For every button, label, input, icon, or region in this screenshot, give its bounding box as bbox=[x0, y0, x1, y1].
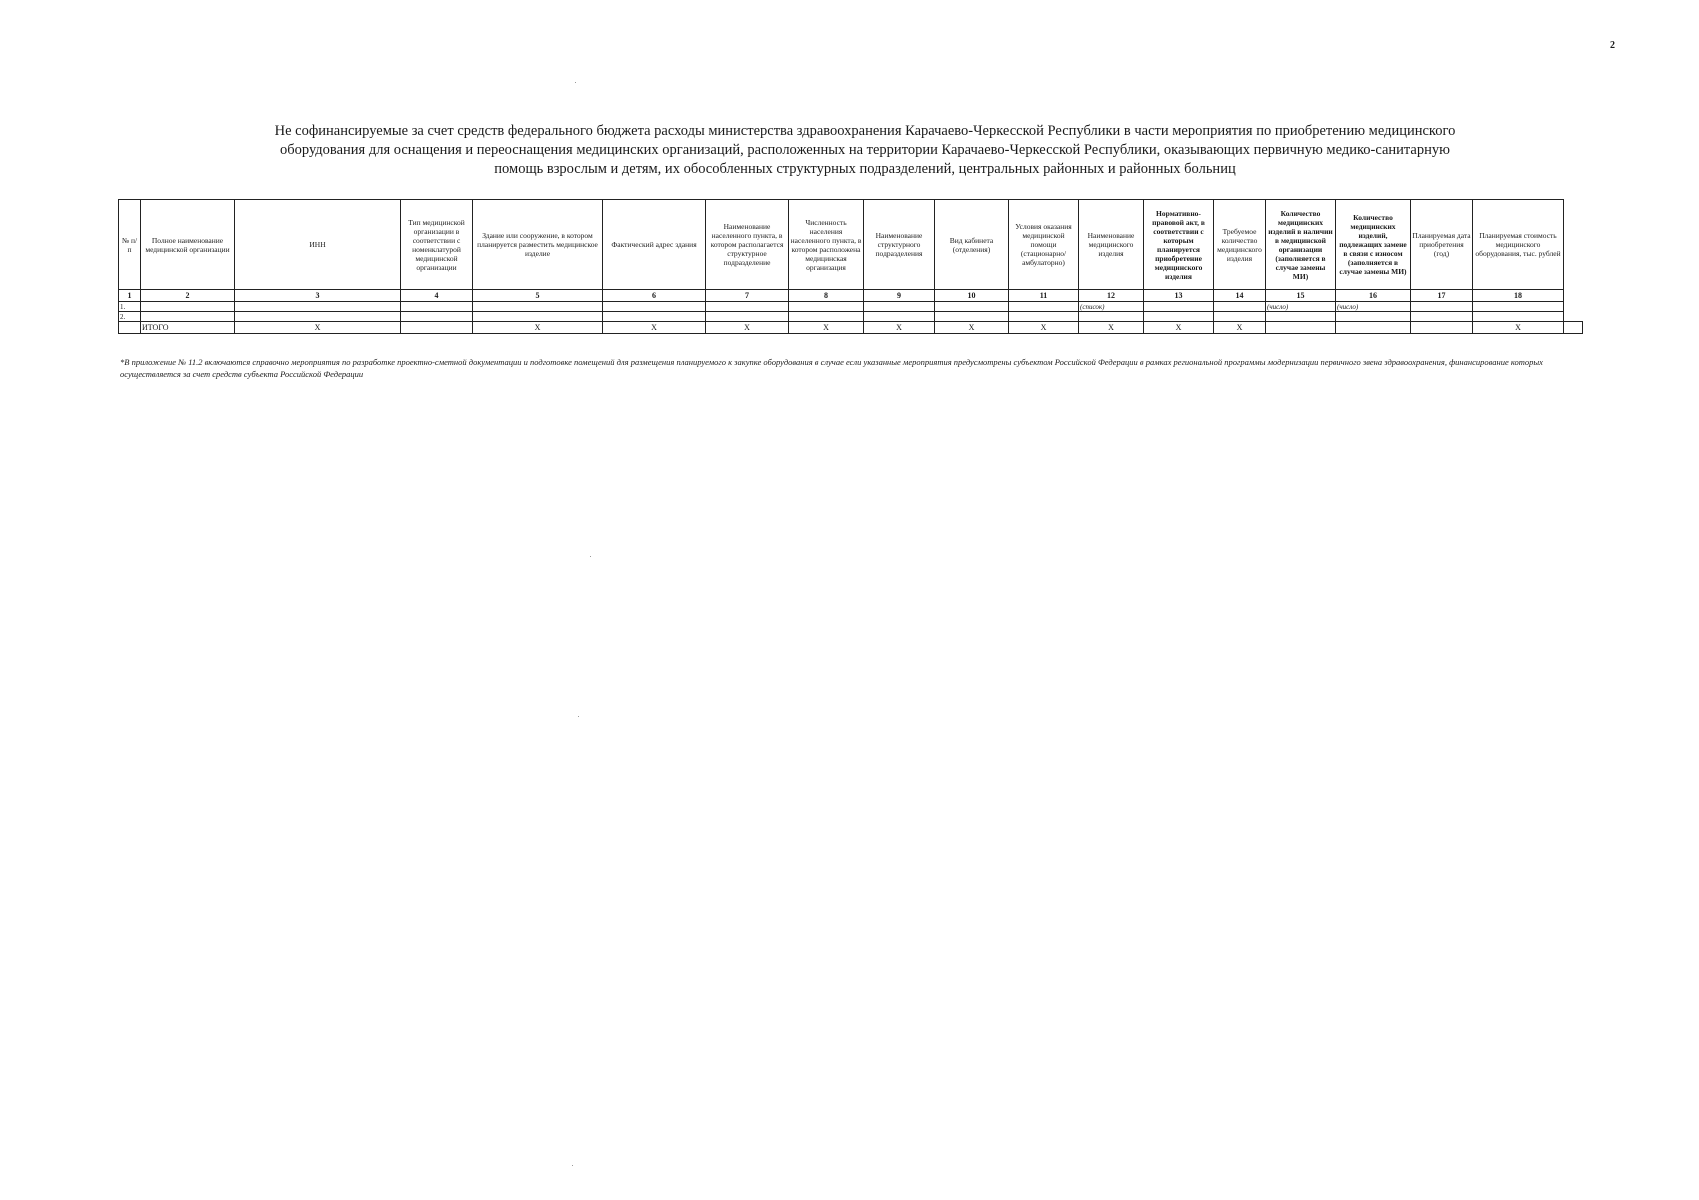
row-number: 1. bbox=[119, 302, 141, 312]
table-cell bbox=[1214, 302, 1266, 312]
table-cell bbox=[1336, 312, 1411, 322]
table-cell bbox=[864, 312, 935, 322]
column-number: 18 bbox=[1473, 290, 1564, 302]
scan-speck bbox=[575, 82, 576, 83]
header-cell: Количество медицинских изделий, подлежащих замене в связи с износом (заполняется в случае замены МИ) bbox=[1336, 200, 1411, 290]
table-cell bbox=[1144, 302, 1214, 312]
table-cell-replace-count: (число) bbox=[1336, 302, 1411, 312]
table-cell bbox=[935, 302, 1009, 312]
x-mark: X bbox=[1144, 322, 1214, 334]
table-cell bbox=[864, 302, 935, 312]
x-mark: X bbox=[1473, 322, 1564, 334]
header-cell: Фактический адрес здания bbox=[603, 200, 706, 290]
table-cell bbox=[473, 312, 603, 322]
column-number: 16 bbox=[1336, 290, 1411, 302]
column-number: 3 bbox=[235, 290, 401, 302]
table-cell bbox=[1144, 312, 1214, 322]
table-cell bbox=[1411, 302, 1473, 312]
header-row bbox=[119, 200, 1583, 290]
column-number: 10 bbox=[935, 290, 1009, 302]
header-cell: № п/п bbox=[119, 200, 141, 290]
header-cell: Планируемая стоимость медицинского оборудования, тыс. рублей bbox=[1473, 200, 1564, 290]
table-cell-available-count: (число) bbox=[1266, 302, 1336, 312]
x-mark: X bbox=[1009, 322, 1079, 334]
column-number: 6 bbox=[603, 290, 706, 302]
column-number: 2 bbox=[141, 290, 235, 302]
table-cell bbox=[935, 312, 1009, 322]
scan-speck bbox=[590, 556, 591, 557]
title-line-2: оборудования для оснащения и переоснащения медицинских организаций, расположенных на территории Карачаево-Черкесской Республики, оказывающих первичную медико-санитарную bbox=[280, 142, 1450, 158]
column-number-row bbox=[119, 290, 1583, 302]
table-cell bbox=[235, 302, 401, 312]
table-cell bbox=[1564, 322, 1583, 334]
header-cell: Здание или сооружение, в котором планируется разместить медицинское изделие bbox=[473, 200, 603, 290]
page-number-mark: 2 bbox=[1610, 40, 1615, 51]
table-cell bbox=[789, 302, 864, 312]
column-number: 1 bbox=[119, 290, 141, 302]
scan-speck bbox=[572, 1165, 573, 1166]
table-cell bbox=[1266, 322, 1336, 334]
table-cell bbox=[1473, 312, 1564, 322]
table-cell bbox=[401, 322, 473, 334]
column-number: 15 bbox=[1266, 290, 1336, 302]
header-cell: Количество медицинских изделий в наличии в медицинской организации (заполняется в случае замены МИ) bbox=[1266, 200, 1336, 290]
table-cell bbox=[1009, 312, 1079, 322]
header-cell: Наименование медицинского изделия bbox=[1079, 200, 1144, 290]
table-cell bbox=[119, 322, 141, 334]
table-cell bbox=[473, 302, 603, 312]
x-mark: X bbox=[235, 322, 401, 334]
table-cell bbox=[1411, 312, 1473, 322]
table-cell bbox=[141, 302, 235, 312]
x-mark: X bbox=[789, 322, 864, 334]
x-mark: X bbox=[473, 322, 603, 334]
table-cell bbox=[1079, 312, 1144, 322]
x-mark: X bbox=[706, 322, 789, 334]
table-cell bbox=[1473, 302, 1564, 312]
header-cell: Планируемая дата приобретения (год) bbox=[1411, 200, 1473, 290]
column-number: 7 bbox=[706, 290, 789, 302]
x-mark: X bbox=[603, 322, 706, 334]
column-number: 14 bbox=[1214, 290, 1266, 302]
row-number: 2. bbox=[119, 312, 141, 322]
header-cell: Наименование структурного подразделения bbox=[864, 200, 935, 290]
column-number: 8 bbox=[789, 290, 864, 302]
table-cell bbox=[706, 312, 789, 322]
header-cell: Требуемое количество медицинского изделия bbox=[1214, 200, 1266, 290]
table-cell bbox=[1266, 312, 1336, 322]
header-cell: Тип медицинской организации в соответствии с номенклатурой медицинской организации bbox=[401, 200, 473, 290]
title-line-3: помощь взрослым и детям, их обособленных структурных подразделений, центральных районных и районных больниц bbox=[494, 161, 1236, 177]
column-number: 13 bbox=[1144, 290, 1214, 302]
table-row bbox=[119, 302, 1583, 312]
table-cell bbox=[789, 312, 864, 322]
table-cell-device-list: (список) bbox=[1079, 302, 1144, 312]
header-cell: Нормативно-правовой акт, в соответствии с которым планируется приобретение медицинского изделия bbox=[1144, 200, 1214, 290]
column-number: 9 bbox=[864, 290, 935, 302]
table-cell bbox=[603, 302, 706, 312]
table-cell bbox=[401, 302, 473, 312]
total-label: ИТОГО bbox=[141, 322, 235, 334]
table-cell bbox=[1009, 302, 1079, 312]
table-cell bbox=[1214, 312, 1266, 322]
total-row bbox=[119, 322, 1583, 334]
title-line-1: Не софинансируемые за счет средств федерального бюджета расходы министерства здравоохранения Карачаево-Черкесской Республики в части мероприятия по приобретению медицинского bbox=[274, 123, 1456, 139]
document-title bbox=[150, 122, 1580, 179]
table-cell bbox=[706, 302, 789, 312]
header-cell: Наименование населенного пункта, в котором располагается структурное подразделение bbox=[706, 200, 789, 290]
table-row bbox=[119, 312, 1583, 322]
x-mark: X bbox=[864, 322, 935, 334]
column-number: 11 bbox=[1009, 290, 1079, 302]
column-number: 17 bbox=[1411, 290, 1473, 302]
column-number: 4 bbox=[401, 290, 473, 302]
column-number: 5 bbox=[473, 290, 603, 302]
table-cell bbox=[1411, 322, 1473, 334]
expenses-table bbox=[118, 199, 1583, 334]
table-cell bbox=[603, 312, 706, 322]
table-cell bbox=[235, 312, 401, 322]
column-number: 12 bbox=[1079, 290, 1144, 302]
header-cell: Условия оказания медицинской помощи (стационарно/амбулаторно) bbox=[1009, 200, 1079, 290]
header-cell: Полное наименование медицинской организации bbox=[141, 200, 235, 290]
scan-speck bbox=[578, 716, 579, 717]
x-mark: X bbox=[935, 322, 1009, 334]
header-cell: ИНН bbox=[235, 200, 401, 290]
x-mark: X bbox=[1079, 322, 1144, 334]
header-cell: Вид кабинета (отделения) bbox=[935, 200, 1009, 290]
table-cell bbox=[141, 312, 235, 322]
footnote: *В приложение № 11.2 включаются справочно мероприятия по разработке проектно-сметной документации и подготовке помещений для размещения планируемого к закупке оборудования в случае если указанные мероприятия предусмотрены субъектом Российской Федерации в рамках региональной программы модернизации первичного звена здравоохранения, финансирование которых осуществляется за счет средств субъекта Российской Федерации bbox=[120, 357, 1543, 379]
header-cell: Численность населения населенного пункта, в котором расположена медицинская организация bbox=[789, 200, 864, 290]
table-cell bbox=[401, 312, 473, 322]
table-cell bbox=[1336, 322, 1411, 334]
x-mark: X bbox=[1214, 322, 1266, 334]
